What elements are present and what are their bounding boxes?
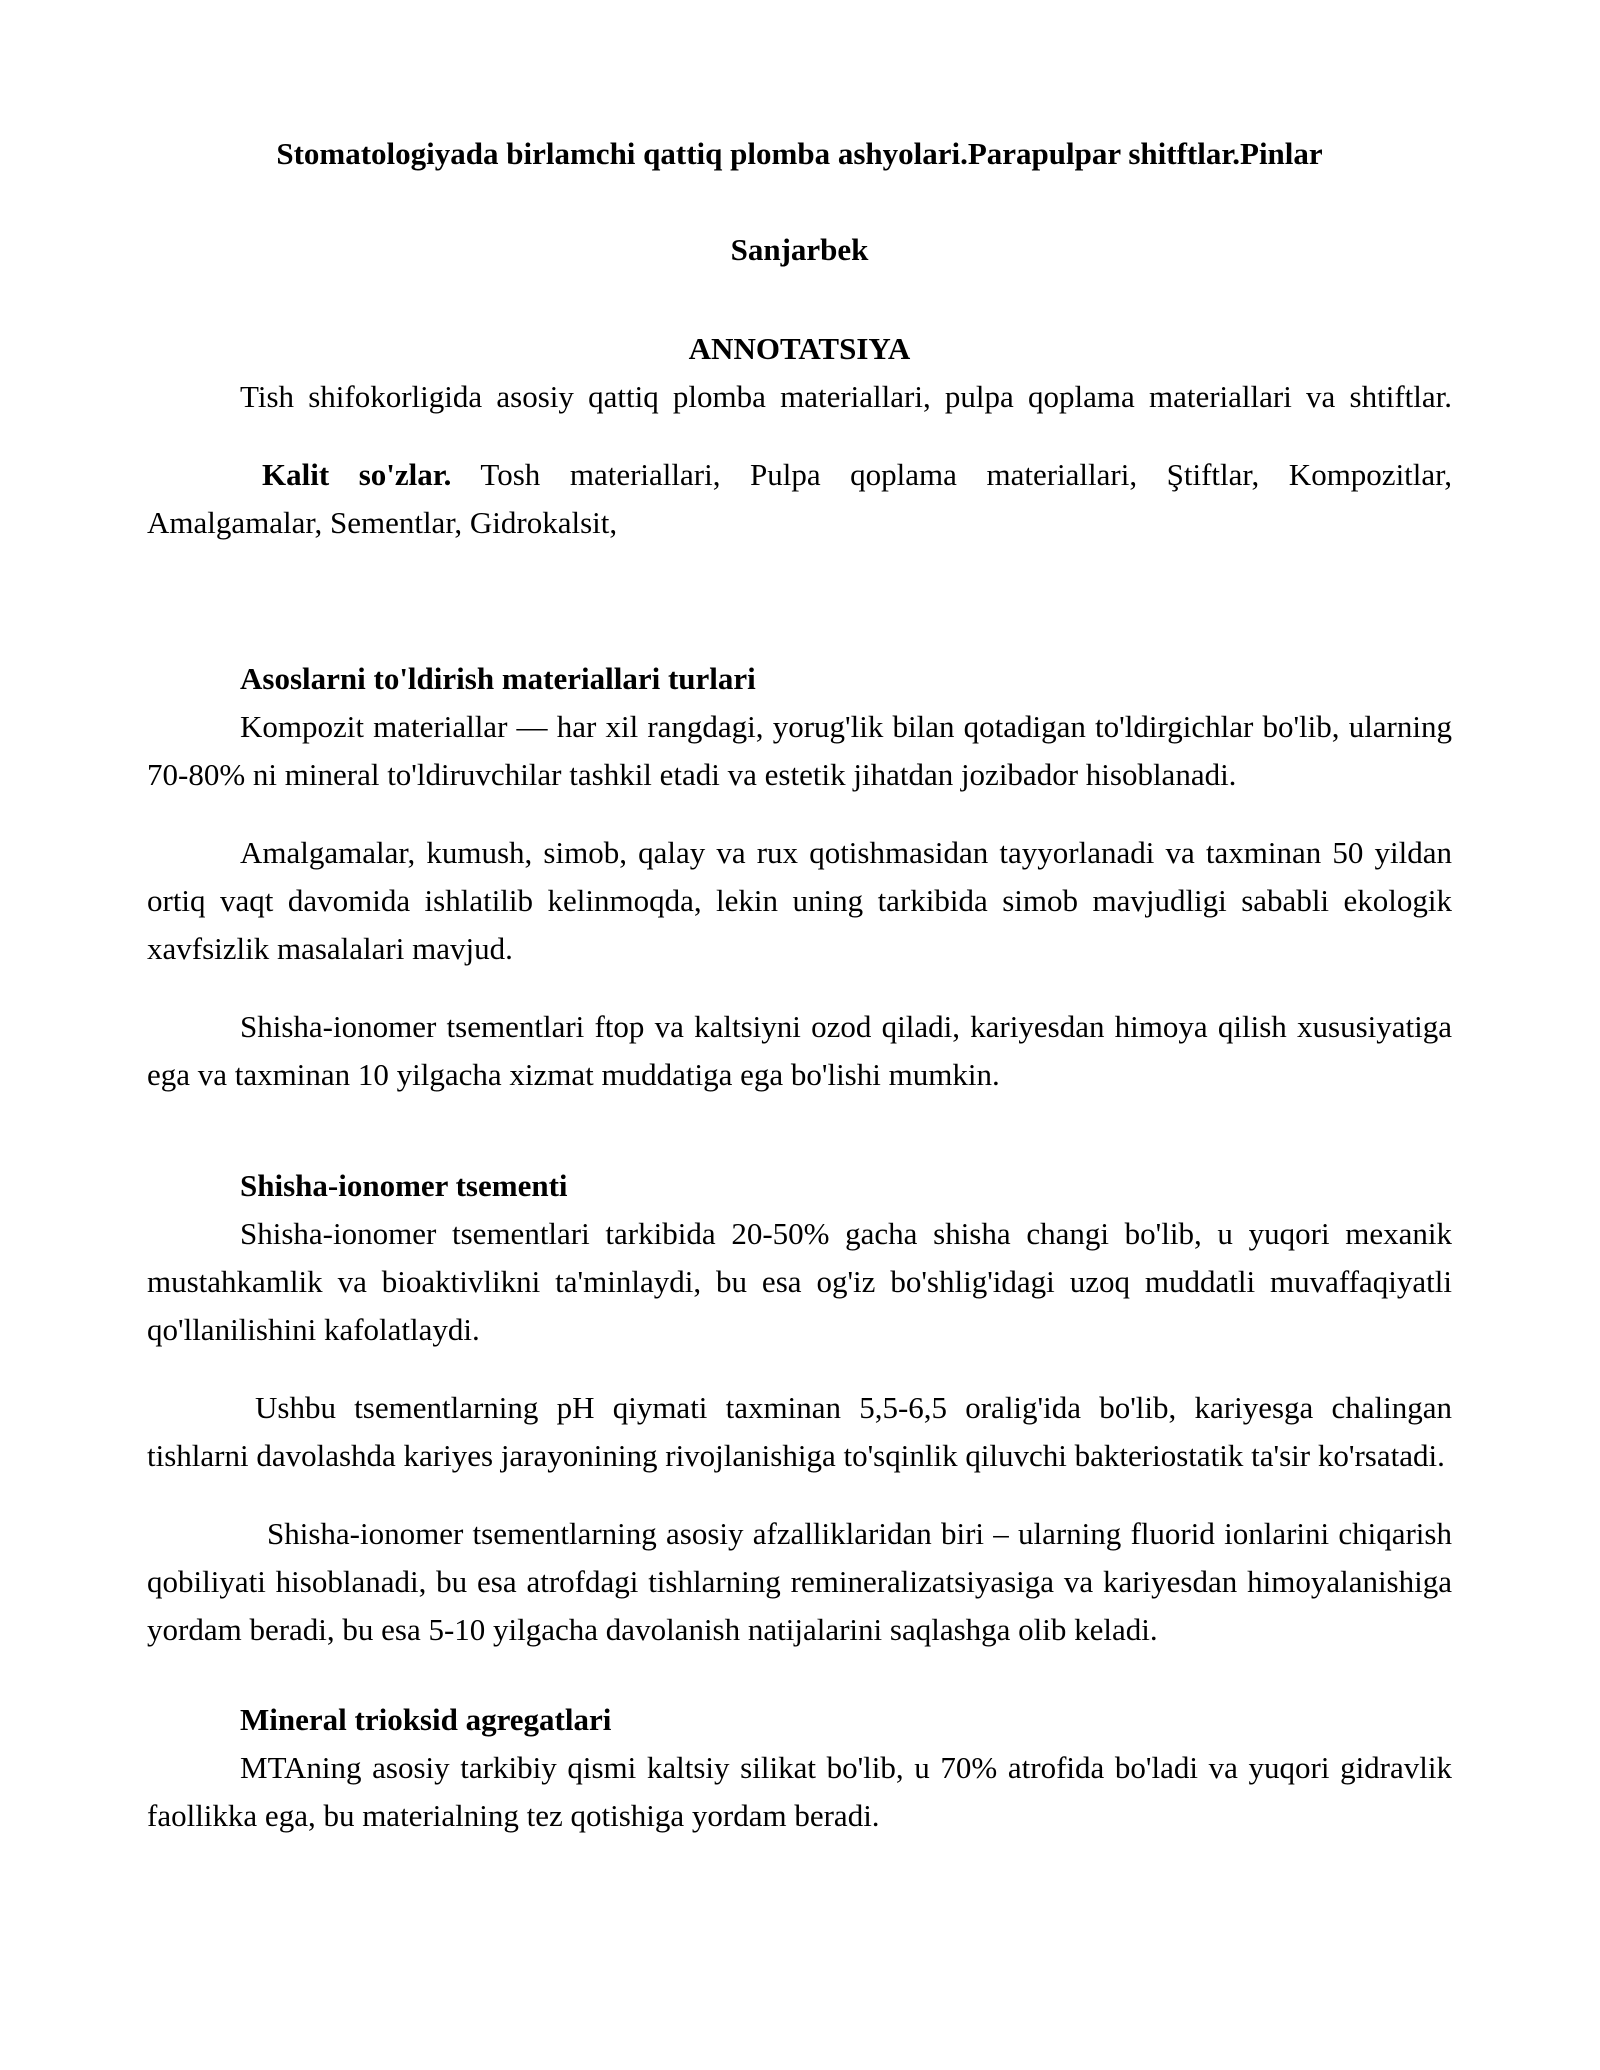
paragraph-mta: MTAning asosiy tarkibiy qismi kaltsiy silikat bo'lib, u 70% atrofida bo'ladi va yuqori gidravlik faollikka ega, bu materialning tez qotishiga yordam beradi. (147, 1750, 1452, 1833)
section-heading-glass-ionomer: Shisha-ionomer tsementi (240, 1168, 568, 1203)
paragraph-composites: Kompozit materiallar — har xil rangdagi, yorug'lik bilan qotadigan to'ldirgichlar bo'lib, ularning 70-80% ni mineral to'ldiruvchilar tashkil etadi va estetik jihatdan jozibador hisoblanadi. (147, 709, 1452, 792)
paragraph-amalgams: Amalgamalar, kumush, simob, qalay va rux qotishmasidan tayyorlanadi va taxminan 50 yildan ortiq vaqt davomida ishlatilib kelinmoqda, lekin uning tarkibida simob mavjudligi sababli ekologik xavfsizlik masalalari mavjud. (147, 835, 1452, 966)
document-title: Stomatologiyada birlamchi qattiq plomba ashyolari.Parapulpar shitftlar.Pinlar (276, 136, 1323, 171)
keywords-label: Kalit so'zlar. (262, 457, 452, 492)
paragraph-glass-ionomer-ph: Ushbu tsementlarning pH qiymati taxminan 5,5-6,5 oralig'ida bo'lib, kariyesga chalingan tishlarni davolashda kariyes jarayonining rivojlanishiga to'sqinlik qiluvchi bakteriostatik ta'sir ko'rsatadi. (147, 1390, 1452, 1473)
keywords-text: Tosh materiallari, Pulpa qoplama materiallari, Ştiftlar, Kompozitlar, Amalgamalar, Sementlar, Gidrokalsit, (147, 457, 1452, 540)
annotation-heading: ANNOTATSIYA (688, 331, 911, 366)
document-page (147, 130, 1452, 1840)
paragraph-glass-ionomer-fluoride: Shisha-ionomer tsementlarning asosiy afzalliklaridan biri – ularning fluorid ionlarini chiqarish qobiliyati hisoblanadi, bu esa atrofdagi tishlarning remineralizatsiyasiga va kariyesdan himoyalanishiga yordam beradi, bu esa 5-10 yilgacha davolanish natijalarini saqlashga olib keladi. (147, 1516, 1452, 1647)
paragraph-glass-ionomer-intro: Shisha-ionomer tsementlari ftop va kaltsiyni ozod qiladi, kariyesdan himoya qilish xususiyatiga ega va taxminan 10 yilgacha xizmat muddatiga ega bo'lishi mumkin. (147, 1009, 1452, 1092)
author-name: Sanjarbek (730, 232, 869, 267)
paragraph-glass-ionomer-composition: Shisha-ionomer tsementlari tarkibida 20-50% gacha shisha changi bo'lib, u yuqori mexanik mustahkamlik va bioaktivlikni ta'minlaydi, bu esa og'iz bo'shlig'idagi uzoq muddatli muvaffaqiyatli qo'llanilishini kafolatlaydi. (147, 1216, 1452, 1347)
section-heading-filling-materials: Asoslarni to'ldirish materiallari turlari (240, 661, 756, 696)
section-heading-mta: Mineral trioksid agregatlari (240, 1702, 612, 1737)
keywords-paragraph (147, 451, 1452, 547)
annotation-text: Tish shifokorligida asosiy qattiq plomba materiallari, pulpa qoplama materiallari va shtiftlar. (240, 379, 1452, 414)
